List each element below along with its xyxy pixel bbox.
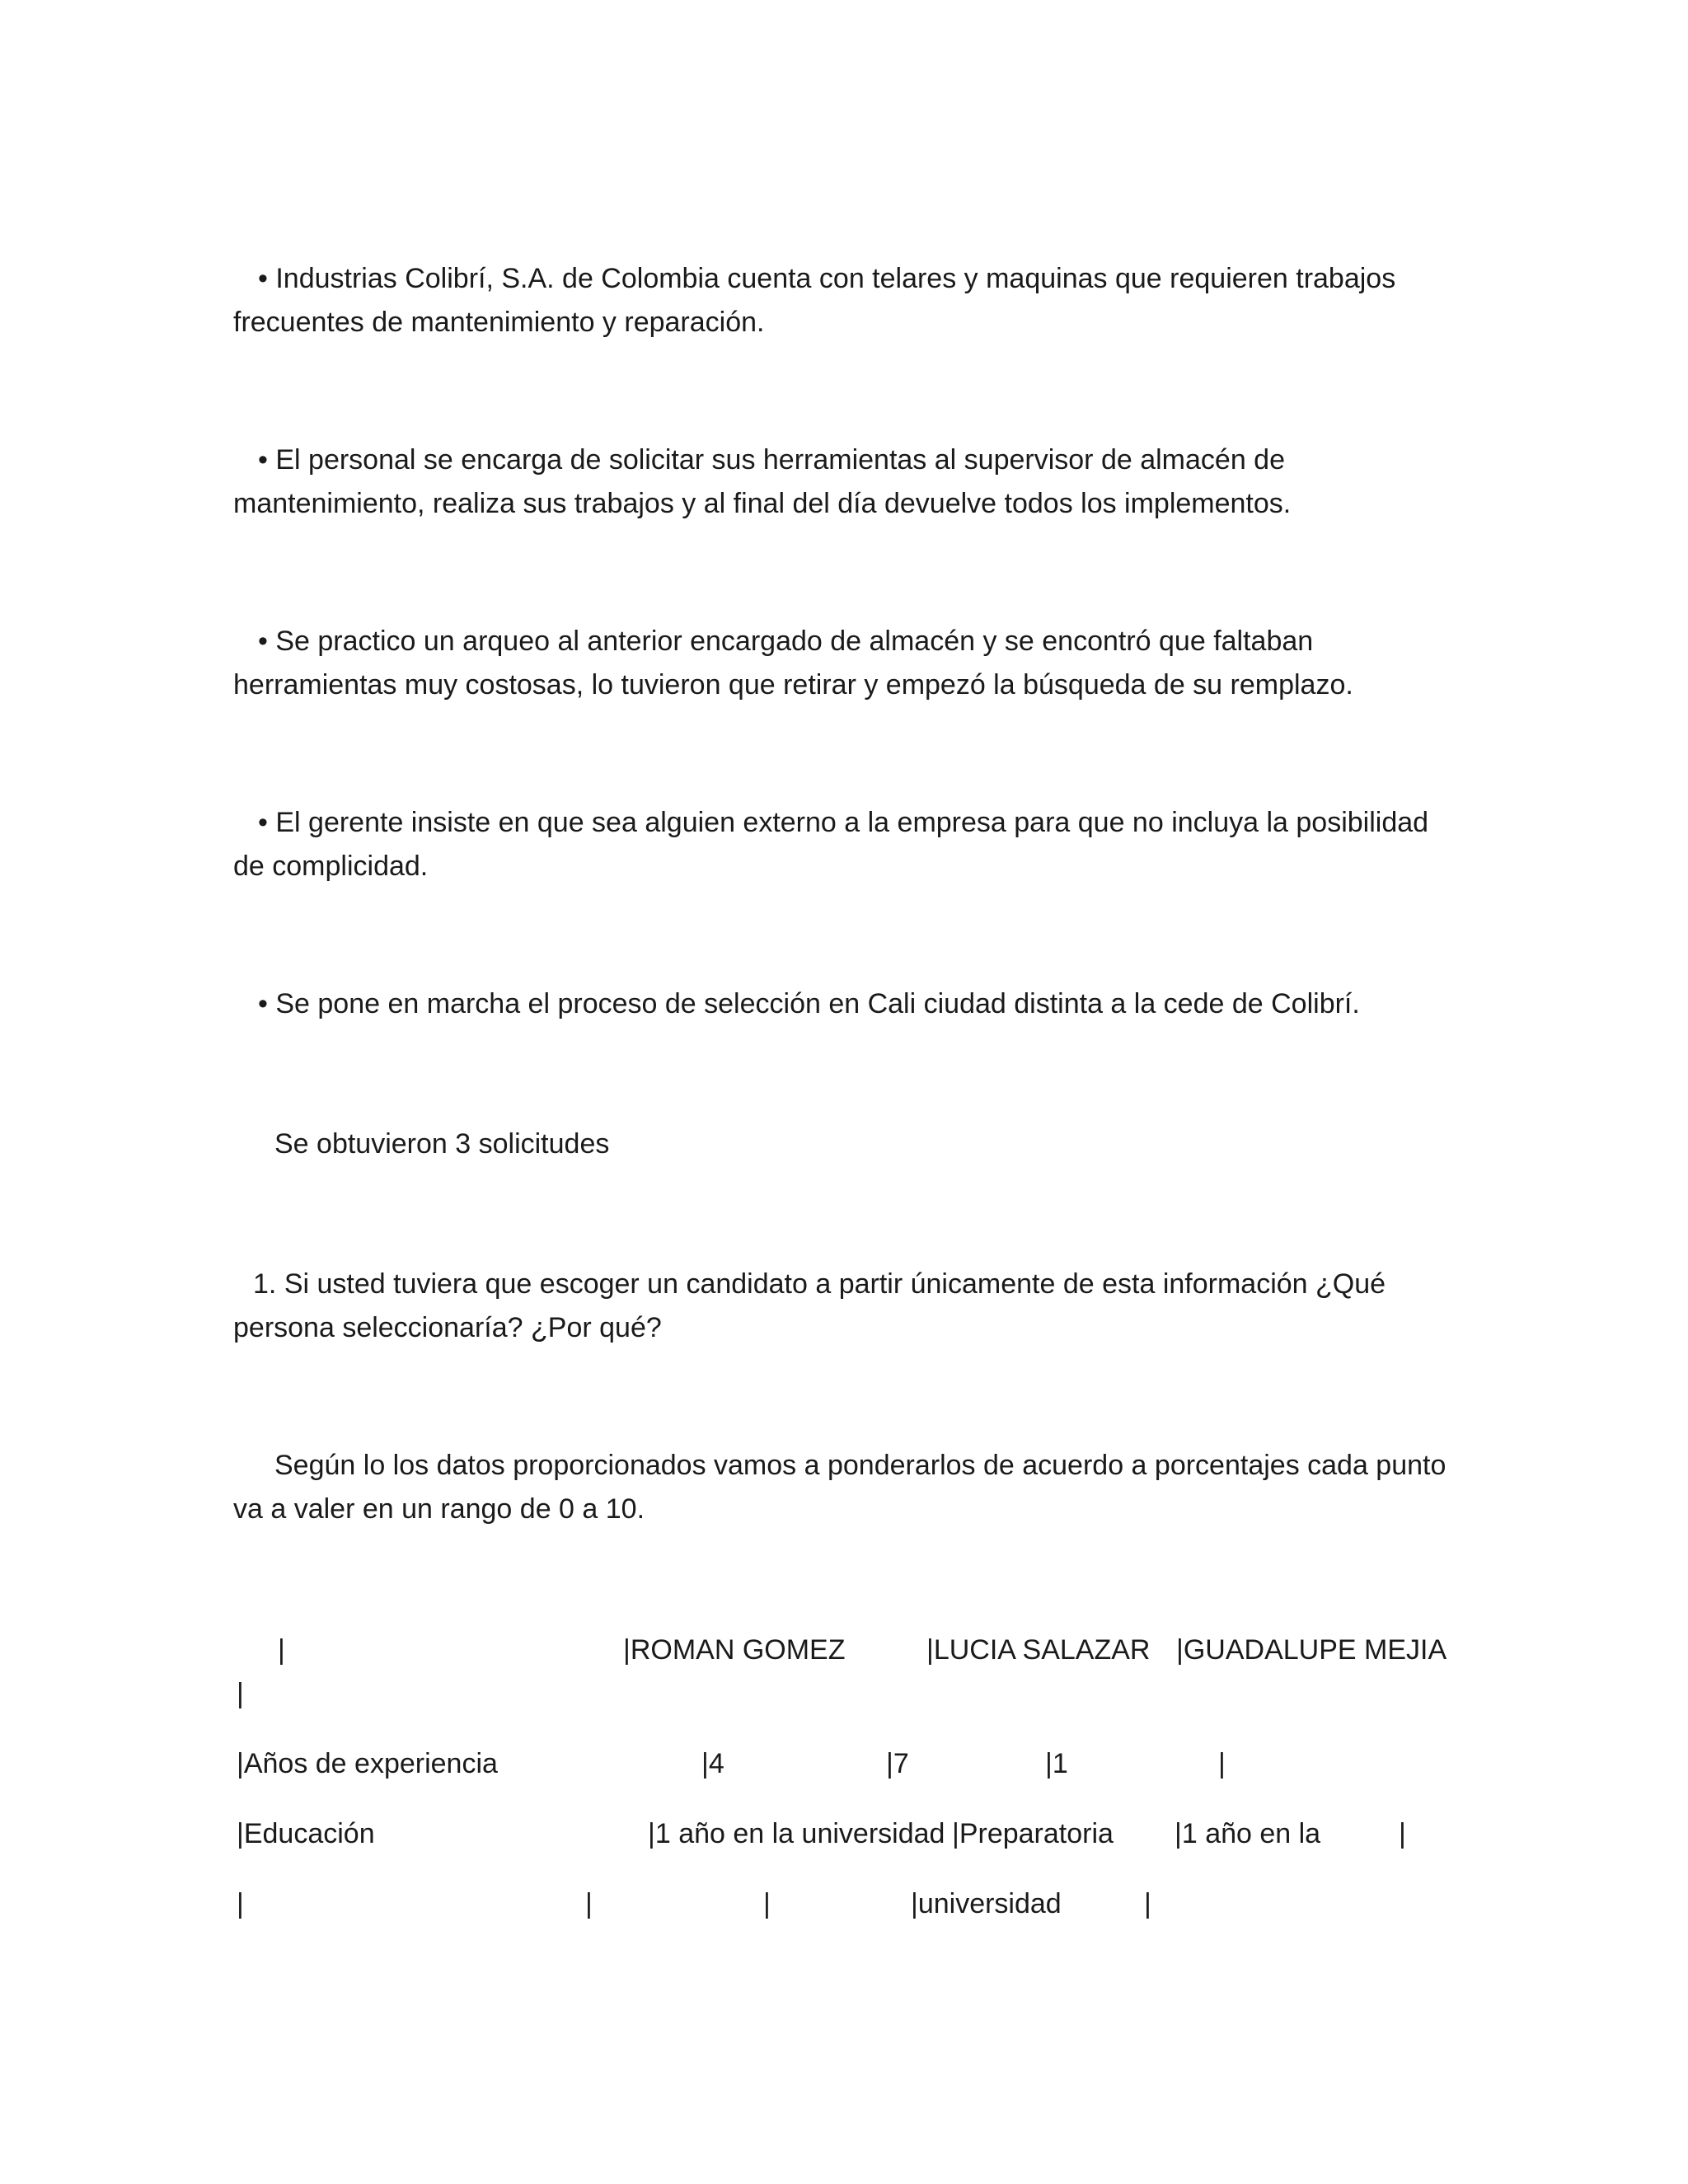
table-cell-experience-guadalupe: |1 <box>1045 1748 1068 1779</box>
bullet-glyph: • <box>258 626 268 657</box>
table-cell-education-roman: |1 año en la universidad <box>648 1818 945 1849</box>
bullet-paragraph-1 <box>233 257 1453 344</box>
table-row-experience-label: |Años de experiencia <box>237 1748 498 1779</box>
paragraph-text: El gerente insiste en que sea alguien externo a la empresa para que no incluya la posibilidad de complicidad. <box>233 807 1429 882</box>
paragraph-text: Industrias Colibrí, S.A. de Colombia cuenta con telares y maquinas que requieren trabajos frecuentes de mantenimiento y reparación. <box>233 263 1396 338</box>
bullet-glyph: • <box>258 807 268 838</box>
table-header-roman-gomez: |ROMAN GOMEZ <box>623 1634 846 1666</box>
bullet-paragraph-3 <box>233 620 1453 707</box>
table-cell-education-guadalupe-cont: |universidad <box>911 1888 1062 1919</box>
table-row-cont-end: | <box>1144 1888 1151 1919</box>
table-row-cont-pipe-2: | <box>585 1888 593 1919</box>
bullet-glyph: • <box>258 444 268 476</box>
bullet-paragraph-2 <box>233 438 1453 526</box>
table-row-experience-end: | <box>1218 1748 1226 1779</box>
answer-intro-paragraph <box>233 1444 1453 1531</box>
table-cell-education-guadalupe: |1 año en la <box>1175 1818 1321 1849</box>
paragraph-text: El personal se encarga de solicitar sus herramientas al supervisor de almacén de mantenimiento, realiza sus trabajos y al final del día devuelve todos los implementos. <box>233 444 1292 519</box>
table-cell-experience-roman: |4 <box>701 1748 724 1779</box>
table-row-education-label: |Educación <box>237 1818 375 1849</box>
table-row-cont-pipe-3: | <box>763 1888 771 1919</box>
table-header-guadalupe-mejia: |GUADALUPE MEJIA <box>1176 1634 1447 1666</box>
question-text: Si usted tuviera que escoger un candidato a partir únicamente de esta información ¿Qué persona seleccionaría? ¿Por qué? <box>233 1268 1386 1343</box>
table-header-lucia-salazar: |LUCIA SALAZAR <box>926 1634 1151 1666</box>
requests-paragraph <box>233 1122 1453 1166</box>
paragraph-text: Se practico un arqueo al anterior encargado de almacén y se encontró que faltaban herramientas muy costosas, lo tuvieron que retirar y empezó la búsqueda de su remplazo. <box>233 626 1353 701</box>
requests-text: Se obtuvieron 3 solicitudes <box>274 1128 610 1160</box>
answer-intro-text: Según lo los datos proporcionados vamos a ponderarlos de acuerdo a porcentajes cada punto va a valer en un rango de 0 a 10. <box>233 1450 1447 1525</box>
table-row-cont-pipe-1: | <box>237 1888 244 1919</box>
bullet-glyph: • <box>258 988 268 1019</box>
table-header-lead: | <box>278 1634 285 1666</box>
table-header-wrap: | <box>237 1678 244 1709</box>
paragraph-text: Se pone en marcha el proceso de selección en Cali ciudad distinta a la cede de Colibrí. <box>275 988 1360 1019</box>
table-row-education-end: | <box>1399 1818 1406 1849</box>
table-cell-experience-lucia: |7 <box>886 1748 909 1779</box>
question-number: 1. <box>253 1268 277 1300</box>
table-cell-education-lucia: |Preparatoria <box>952 1818 1114 1849</box>
question-paragraph <box>233 1263 1453 1350</box>
bullet-glyph: • <box>258 263 268 294</box>
bullet-paragraph-5 <box>233 982 1453 1026</box>
bullet-paragraph-4 <box>233 801 1453 888</box>
